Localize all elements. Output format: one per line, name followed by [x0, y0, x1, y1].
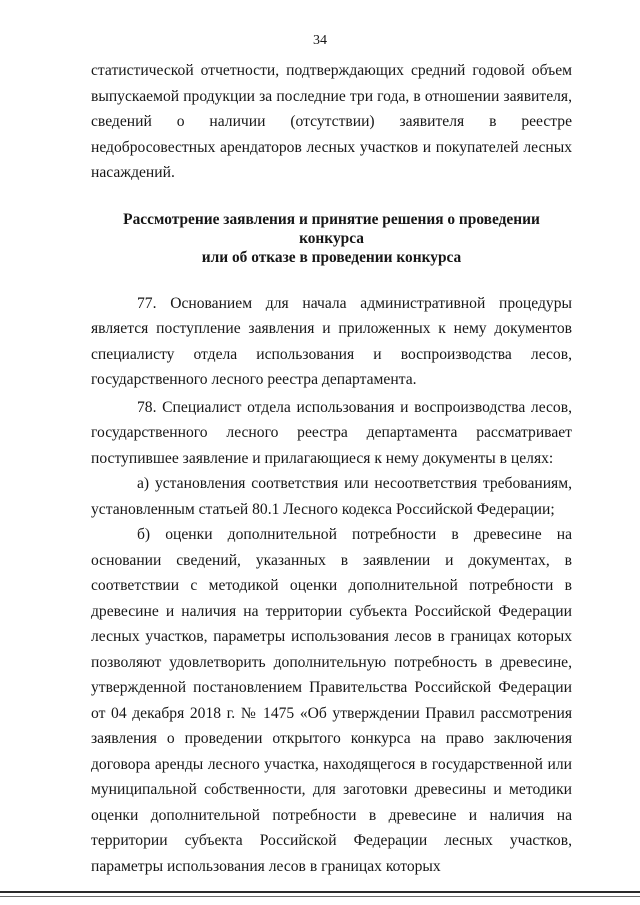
paragraph-77: 77. Основанием для начала административной процедуры является поступление заявления и приложенных к нему документов специалисту отдела использования и воспроизводства лесов, государственного лесного реестра департамента.: [91, 294, 572, 388]
section-heading: [91, 210, 572, 267]
bottom-rule-secondary: [0, 896, 640, 897]
bottom-rule: [0, 891, 640, 893]
section-heading-line-2: или об отказе в проведении конкурса: [201, 248, 462, 266]
page-number: 34: [313, 33, 327, 48]
paragraph-78: 78. Специалист отдела использования и воспроизводства лесов, государственного лесного реестра департамента рассматривает поступившее заявление и прилагающиеся к нему документы в целях:: [91, 398, 572, 467]
intro-paragraph: статистической отчетности, подтверждающих средний годовой объем выпускаемой продукции за последние три года, в отношении заявителя, сведений о наличии (отсутствии) заявителя в реестре недобросовестных арендаторов лесных участков и покупателей лесных насаждений.: [91, 62, 572, 181]
paragraph-78-item-b: б) оценки дополнительной потребности в древесине на основании сведений, указанных в заявлении и документах, в соответствии с методикой оценки дополнительной потребности в древесине и наличия на территории субъекта Российской Федерации лесных участков, параметры использования лесов в границах которых позволяют удовлетворить дополнительную потребность в древесине, утвержденной постановлением Правительства Российской Федерации от 04 декабря 2018 г. № 1475 «Об утверждении Правил рассмотрения заявления о проведении открытого конкурса на право заключения договора аренды лесного участка, находящегося в государственной или муниципальной собственности, для заготовки древесины и методики оценки дополнительной потребности в древесине и наличия на территории субъекта Российской Федерации лесных участков, параметры использования лесов в границах которых: [91, 526, 572, 875]
paragraph-78-item-a: а) установления соответствия или несоответствия требованиям, установленным статьей 80.1 Лесного кодекса Российской Федерации;: [91, 475, 572, 518]
section-heading-line-1: Рассмотрение заявления и принятие решения о проведении конкурса: [123, 210, 540, 247]
document-body: [91, 58, 572, 879]
